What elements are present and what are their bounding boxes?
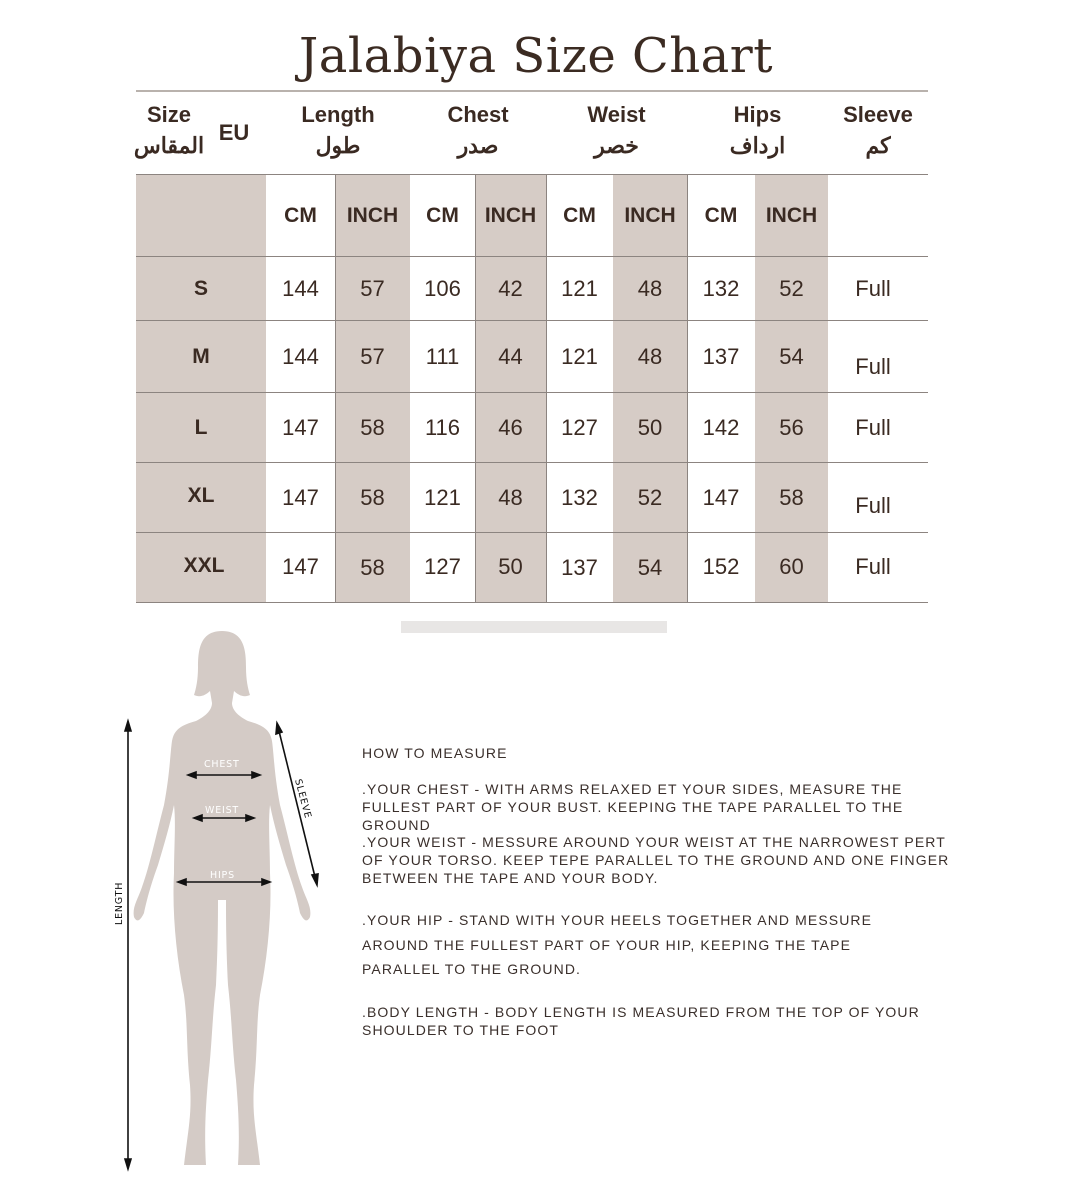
weist-cm: 127	[561, 415, 598, 440]
hips-cm: 147	[702, 485, 740, 510]
length-cm: 147	[282, 415, 319, 440]
weist-cm: 121	[561, 276, 598, 301]
hips-inch: 60	[779, 554, 804, 579]
length-cm: 147	[282, 554, 319, 579]
table-line	[136, 602, 928, 603]
chest-cm: 127	[424, 554, 461, 579]
weist-cm: 137	[561, 555, 598, 580]
sleeve: Full	[855, 276, 891, 301]
length-inch: 57	[360, 344, 385, 369]
header-size: Size المقاس	[133, 102, 205, 158]
hips-cm: 132	[702, 276, 740, 301]
header-size-eu: EU	[218, 120, 250, 145]
hips-cm: 142	[702, 415, 740, 440]
weist-inch: 48	[637, 344, 663, 369]
weist-cm: 132	[561, 485, 598, 510]
length-cm: 144	[282, 276, 319, 301]
section-divider	[401, 621, 667, 633]
unit-weist-cm: CM	[563, 204, 596, 227]
length-inch: 57	[360, 276, 385, 301]
how-to-measure-heading: HOW TO MEASURE	[362, 745, 508, 761]
chest-cm: 106	[424, 276, 461, 301]
hips-inch: 52	[779, 276, 804, 301]
chest-inch: 44	[498, 344, 523, 369]
chest-inch: 42	[498, 276, 523, 301]
hips-inch: 54	[779, 344, 804, 369]
svg-text:HIPS: HIPS	[210, 870, 235, 881]
chest-cm: 116	[424, 415, 461, 440]
weist-inch: 48	[637, 276, 663, 301]
hips-inch: 56	[779, 415, 804, 440]
unit-chest-inch: INCH	[484, 204, 537, 227]
sleeve: Full	[855, 554, 891, 579]
hips-cm: 152	[702, 554, 740, 579]
unit-chest-cm: CM	[426, 204, 459, 227]
size-label: XXL	[183, 554, 225, 577]
page-title: Jalabiya Size Chart	[298, 28, 774, 84]
unit-hips-cm: CM	[704, 204, 738, 227]
hips-inch: 58	[779, 485, 804, 510]
length-inch: 58	[360, 415, 385, 440]
title-divider	[136, 90, 928, 92]
unit-hips-inch: INCH	[765, 204, 818, 227]
sleeve: Full	[855, 493, 891, 518]
header-length: Length طول	[301, 102, 375, 158]
hips-cm: 137	[702, 344, 740, 369]
svg-text:CHEST: CHEST	[204, 759, 240, 770]
weist-inch: 52	[637, 485, 663, 510]
size-label: M	[192, 345, 210, 368]
size-label: S	[193, 277, 208, 300]
chest-inch: 48	[498, 485, 523, 510]
svg-text:WEIST: WEIST	[205, 805, 240, 816]
header-hips: Hips ارداف	[729, 102, 786, 158]
sleeve: Full	[855, 354, 891, 379]
svg-text:LENGTH: LENGTH	[114, 881, 125, 925]
svg-text:SLEEVE: SLEEVE	[292, 777, 314, 821]
length-cm: 144	[282, 344, 319, 369]
instruction-chest: .YOUR CHEST - WITH ARMS RELAXED ET YOUR SIDES, MEASURE THE FULLEST PART OF YOUR BUST. KEEPING THE TAPE PARALLEL TO THE GROUND	[362, 781, 904, 833]
chest-inch: 50	[498, 554, 523, 579]
header-weist: Weist خصر	[587, 102, 646, 158]
chest-cm: 121	[424, 485, 461, 510]
chest-cm: 111	[425, 344, 460, 369]
size-label: L	[194, 416, 208, 439]
length-inch: 58	[360, 555, 385, 580]
header-sleeve: Sleeve كم	[843, 102, 913, 158]
body-silhouette-icon	[100, 625, 340, 1175]
unit-weist-inch: INCH	[624, 204, 676, 227]
instruction-weist: .YOUR WEIST - MESSURE AROUND YOUR WEIST AT THE NARROWEST PERT OF YOUR TORSO. KEEP TEPE PARALLEL TO THE GROUND AND ONE FINGER BETWEEN THE TAPE AND YOUR BODY.	[362, 834, 950, 886]
weist-inch: 54	[637, 555, 663, 580]
unit-length-cm: CM	[284, 204, 317, 227]
length-inch: 58	[360, 485, 385, 510]
instruction-body-length: .BODY LENGTH - BODY LENGTH IS MEASURED FROM THE TOP OF YOUR SHOULDER TO THE FOOT	[362, 1004, 920, 1038]
instruction-hip: .YOUR HIP - STAND WITH YOUR HEELS TOGETHER AND MESSURE AROUND THE FULLEST PART OF YOUR HIP, KEEPING THE TAPE PARALLEL TO THE GROUND.	[362, 912, 873, 977]
chest-inch: 46	[498, 415, 523, 440]
unit-length-inch: INCH	[346, 204, 399, 227]
weist-inch: 50	[637, 415, 663, 440]
length-cm: 147	[282, 485, 319, 510]
header-chest: Chest صدر	[447, 102, 509, 158]
sleeve: Full	[855, 415, 891, 440]
weist-cm: 121	[561, 344, 598, 369]
size-label: XL	[187, 484, 215, 507]
